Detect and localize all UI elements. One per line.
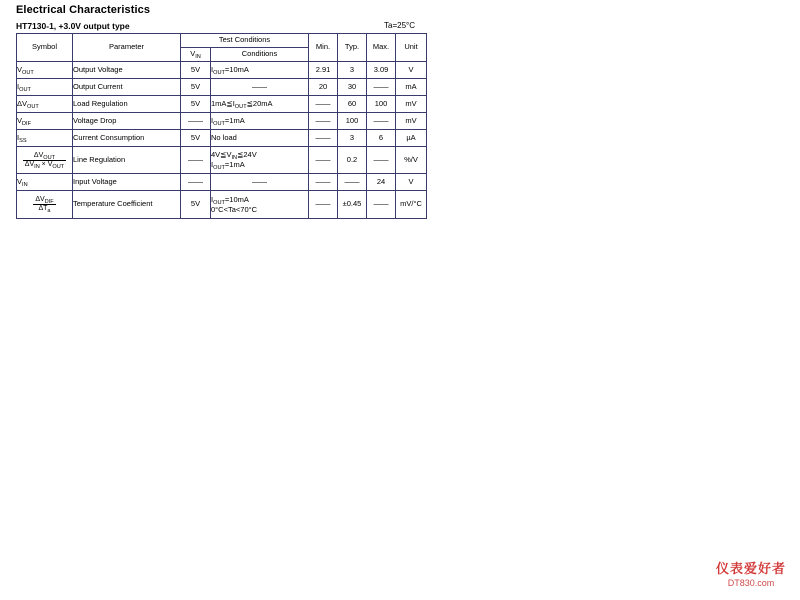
- cell-max: ——: [367, 113, 396, 130]
- cell-typ: ——: [338, 174, 367, 191]
- cell-symbol: $\Delta V_{OUT}$: [17, 96, 73, 113]
- cell-parameter: Output Voltage: [73, 62, 181, 79]
- cell-typ: 0.2: [338, 147, 367, 174]
- cell-min: ——: [309, 191, 338, 219]
- fraction-symbol: $\frac{\Delta V_{DIF}}{\Delta T_a}$: [35, 196, 54, 214]
- cell-vin: 5V: [181, 96, 211, 113]
- cell-typ: 30: [338, 79, 367, 96]
- temperature-note: Ta=25°C: [384, 21, 415, 30]
- cell-typ: 60: [338, 96, 367, 113]
- cell-parameter: Load Regulation: [73, 96, 181, 113]
- part-subtitle: HT7130-1, +3.0V output type: [16, 21, 130, 31]
- cell-max: 3.09: [367, 62, 396, 79]
- cell-symbol: $I_{SS}$: [17, 130, 73, 147]
- cell-vin: ——: [181, 113, 211, 130]
- table-row: [17, 174, 427, 191]
- cell-typ: 3: [338, 62, 367, 79]
- header-vin-main: V: [190, 49, 196, 59]
- cell-max: 100: [367, 96, 396, 113]
- cell-vin: 5V: [181, 191, 211, 219]
- cell-parameter: Input Voltage: [73, 174, 181, 191]
- cell-max: 24: [367, 174, 396, 191]
- table-row: [17, 130, 427, 147]
- header-conditions: Conditions: [211, 48, 309, 62]
- cell-max: ——: [367, 147, 396, 174]
- cell-min: ——: [309, 174, 338, 191]
- cell-vin: 5V: [181, 62, 211, 79]
- condition-line: 0°C<Ta<70°C: [211, 204, 258, 214]
- cell-min: 20: [309, 79, 338, 96]
- cell-symbol: [17, 147, 73, 174]
- header-symbol: Symbol: [17, 34, 73, 62]
- header-parameter: Parameter: [73, 34, 181, 62]
- cell-symbol: $I_{OUT}$: [17, 79, 73, 96]
- cell-min: ——: [309, 113, 338, 130]
- cell-unit: mV: [396, 96, 427, 113]
- header-typ: Typ.: [338, 34, 367, 62]
- cell-min: ——: [309, 96, 338, 113]
- condition-line: $4V≦V_{IN}≦24V$: [211, 150, 257, 162]
- header-unit: Unit: [396, 34, 427, 62]
- cell-vin: ——: [181, 174, 211, 191]
- cell-typ: 3: [338, 130, 367, 147]
- cell-symbol: [17, 191, 73, 219]
- watermark-text: 仪表爱好者: [715, 562, 786, 577]
- cell-unit: %/V: [396, 147, 427, 174]
- cell-max: ——: [367, 79, 396, 96]
- table-row: [17, 79, 427, 96]
- cell-vin: ——: [181, 147, 211, 174]
- table-row: [17, 62, 427, 79]
- cell-conditions: No load: [211, 130, 309, 147]
- electrical-characteristics-table: [16, 33, 427, 219]
- cell-min: ——: [309, 147, 338, 174]
- watermark: [716, 558, 786, 588]
- table-row: [17, 96, 427, 113]
- header-max: Max.: [367, 34, 396, 62]
- cell-conditions: $I_{OUT}=10mA$: [211, 62, 309, 79]
- table-row: [17, 191, 427, 219]
- cell-conditions: [211, 147, 309, 174]
- cell-min: 2.91: [309, 62, 338, 79]
- cell-symbol: $V_{OUT}$: [17, 62, 73, 79]
- header-min: Min.: [309, 34, 338, 62]
- cell-unit: mV/°C: [396, 191, 427, 219]
- cell-unit: V: [396, 62, 427, 79]
- cell-conditions: ——: [211, 79, 309, 96]
- header-vin: [181, 48, 211, 62]
- cell-max: 6: [367, 130, 396, 147]
- watermark-url: DT830.com: [727, 578, 775, 588]
- cell-conditions: [211, 191, 309, 219]
- page-title: Electrical Characteristics: [16, 4, 151, 16]
- fraction-symbol: $\frac{\Delta V_{OUT}}{\Delta V_{IN} \times V_{OUT}}$: [24, 151, 65, 170]
- table-row: [17, 147, 427, 174]
- table-body: [17, 62, 427, 219]
- cell-conditions: $1mA≦I_{OUT}≦20mA$: [211, 96, 309, 113]
- cell-symbol: $V_{DIF}$: [17, 113, 73, 130]
- table-header-row-1: [17, 34, 427, 48]
- cell-unit: mA: [396, 79, 427, 96]
- cell-symbol: $V_{IN}$: [17, 174, 73, 191]
- cell-typ: 100: [338, 113, 367, 130]
- cell-conditions: $I_{OUT}=1mA$: [211, 113, 309, 130]
- cell-unit: mV: [396, 113, 427, 130]
- header-test-conditions: Test Conditions: [181, 34, 309, 48]
- condition-line: $I_{OUT}=10mA$: [211, 194, 249, 206]
- cell-unit: V: [396, 174, 427, 191]
- cell-max: ——: [367, 191, 396, 219]
- condition-line: $I_{OUT}=1mA$: [211, 160, 245, 171]
- cell-parameter: Temperature Coefficient: [73, 191, 181, 219]
- cell-vin: 5V: [181, 79, 211, 96]
- table-row: [17, 113, 427, 130]
- cell-parameter: Output Current: [73, 79, 181, 96]
- cell-parameter: Current Consumption: [73, 130, 181, 147]
- cell-typ: ±0.45: [338, 191, 367, 219]
- cell-conditions: ——: [211, 174, 309, 191]
- cell-parameter: Voltage Drop: [73, 113, 181, 130]
- cell-unit: µA: [396, 130, 427, 147]
- cell-min: ——: [309, 130, 338, 147]
- header-vin-sub: IN: [195, 54, 201, 61]
- cell-vin: 5V: [181, 130, 211, 147]
- cell-parameter: Line Regulation: [73, 147, 181, 174]
